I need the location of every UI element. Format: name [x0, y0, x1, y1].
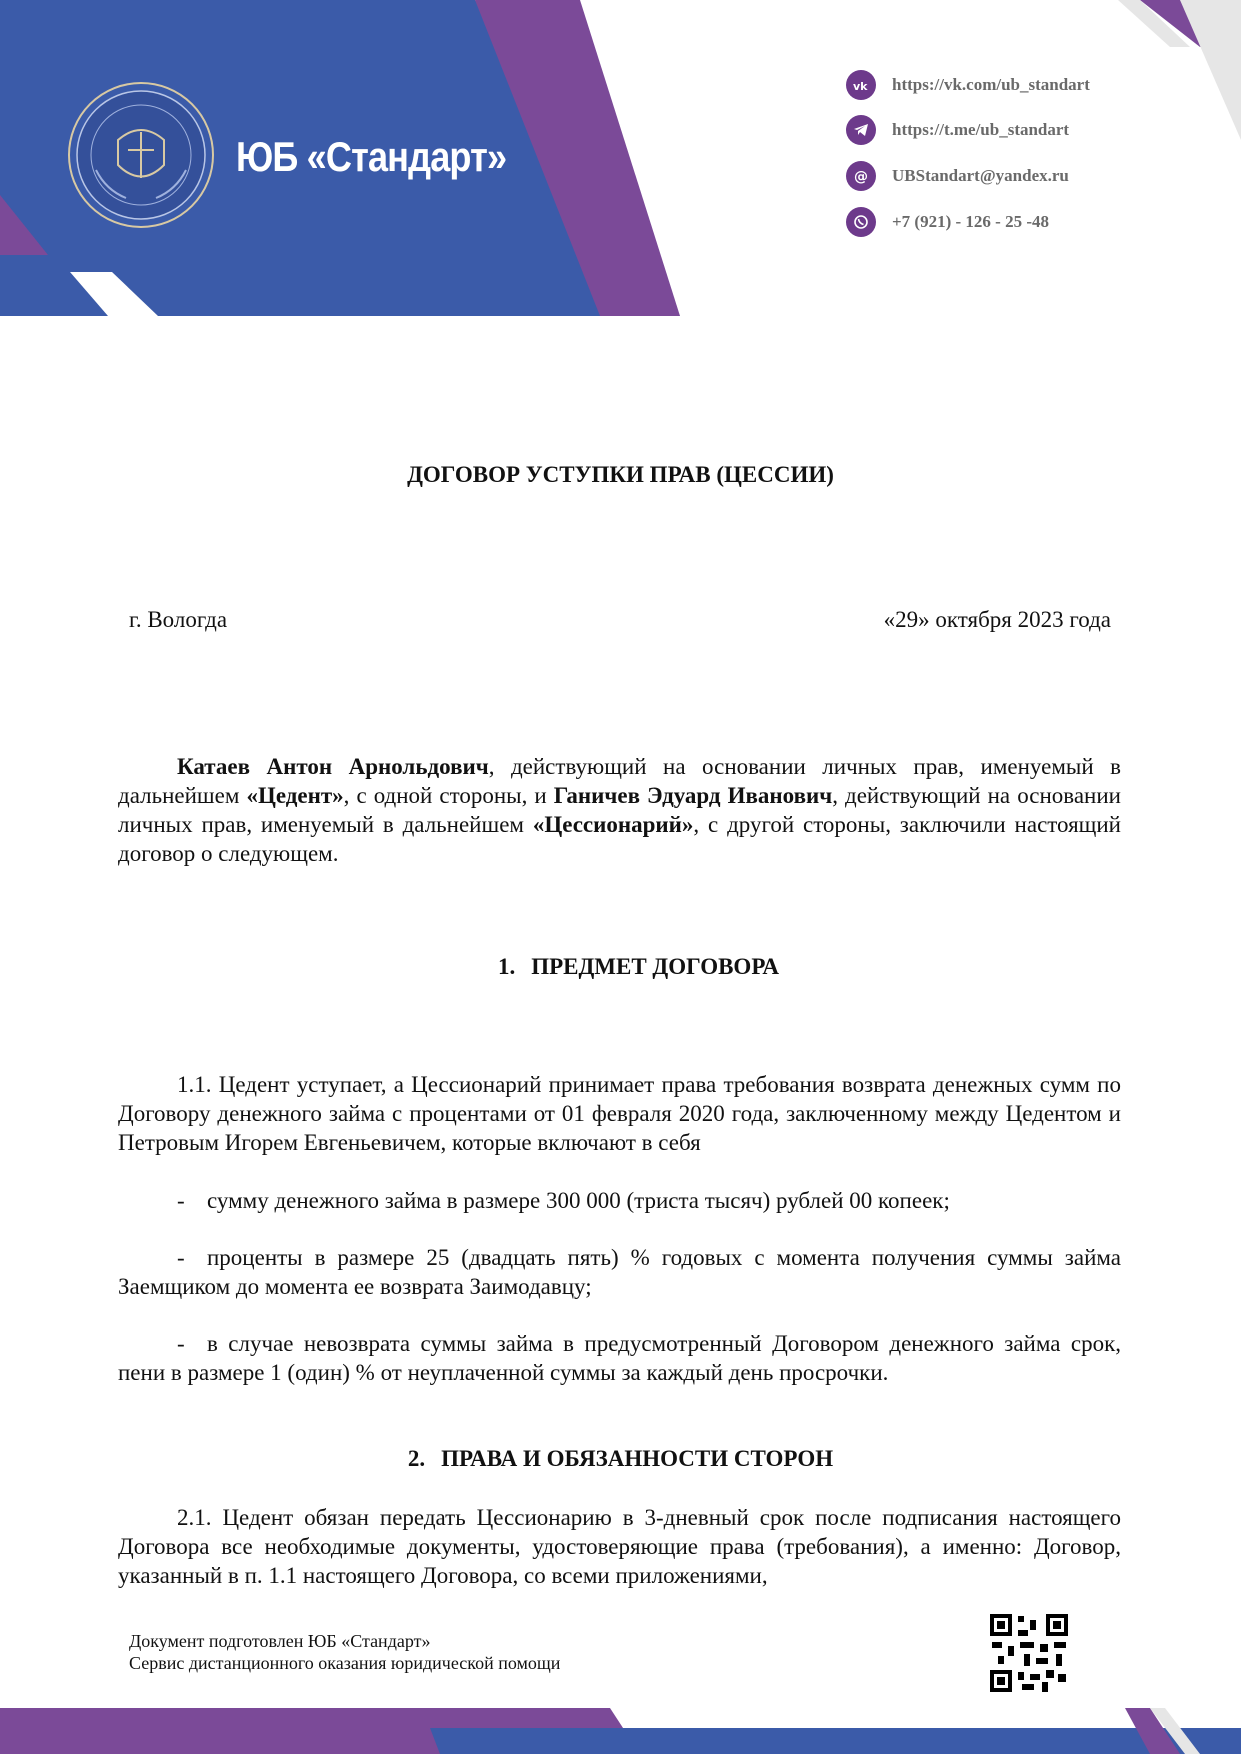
- whatsapp-icon: [846, 207, 876, 237]
- section-2-heading: 2. ПРАВА И ОБЯЗАННОСТИ СТОРОН: [407, 1446, 834, 1471]
- telegram-icon: [846, 115, 876, 145]
- footer-line-2: Сервис дистанционного оказания юридической помощи: [129, 1653, 561, 1673]
- clause-2-1: 2.1. Цедент обязан передать Цессионарию в 3-дневный срок после подписания настоящего Договора все необходимые документы, удостоверяющие права (требования), а именно: Договор, указанный в п. 1.1 настоящего Договора, со всеми приложениями,: [118, 1505, 1121, 1588]
- svg-text:vk: vk: [853, 80, 868, 91]
- footer-banner: [0, 1700, 1241, 1754]
- cessionary-role: «Цессионарий»: [532, 812, 694, 837]
- footer-line-1: Документ подготовлен ЮБ «Стандарт»: [129, 1631, 431, 1651]
- cedent-name: Катаев Антон Арнольдович: [177, 754, 489, 779]
- footer-note: [129, 1630, 560, 1674]
- qr-code-icon[interactable]: [988, 1612, 1070, 1694]
- contact-email-text: UBStandart@yandex.ru: [892, 166, 1069, 185]
- bullet-item: - в случае невозврата суммы займа в предусмотренный Договором денежного займа срок, пени в размере 1 (один) % от неуплаченной суммы за каждый день просрочки.: [118, 1331, 1121, 1385]
- contact-telegram-text: https://t.me/ub_standart: [892, 120, 1070, 139]
- contact-phone-text: +7 (921) - 126 - 25 -48: [892, 212, 1049, 231]
- brand-name: ЮБ «Стандарт»: [236, 133, 507, 180]
- cessionary-name: Ганичев Эдуард Иванович: [553, 783, 833, 808]
- document-title: ДОГОВОР УСТУПКИ ПРАВ (ЦЕССИИ): [407, 462, 834, 487]
- contact-vk[interactable]: [846, 68, 1090, 102]
- cedent-role: «Цедент»: [246, 783, 344, 808]
- logo-emblem-icon: [66, 80, 216, 230]
- vk-icon: [846, 70, 876, 100]
- contact-email[interactable]: [846, 159, 1069, 193]
- bullet-item: - проценты в размере 25 (двадцать пять) % годовых с момента получения суммы займа Заемщиком до момента ее возврата Заимодавцу;: [118, 1245, 1121, 1299]
- contract-place: г. Вологда: [129, 607, 228, 632]
- at-icon: [846, 161, 876, 191]
- contact-vk-text: https://vk.com/ub_standart: [892, 75, 1090, 94]
- contact-phone[interactable]: [846, 205, 1049, 239]
- svg-text:@: @: [854, 169, 868, 184]
- section-1-heading: 1. ПРЕДМЕТ ДОГОВОРА: [497, 954, 780, 979]
- preamble-paragraph: Катаев Антон Арнольдович, действующий на основании личных прав, именуемый в дальнейшем «Цедент», с одной стороны, и Ганичев Эдуард Иванович, действующий на основании личных прав, именуемый в дальнейшем «Цессионарий», с другой стороны, заключили настоящий договор о следующем.: [118, 754, 1121, 866]
- clause-1-1: 1.1. Цедент уступает, а Цессионарий принимает права требования возврата денежных сумм по Договору денежного займа с процентами от 01 февраля 2020 года, заключенному между Цедентом и Петровым Игорем Евгеньевичем, которые включают в себя: [118, 1072, 1121, 1155]
- bullet-item: - сумму денежного займа в размере 300 000 (триста тысяч) рублей 00 копеек;: [177, 1188, 950, 1213]
- contract-date: «29» октября 2023 года: [883, 607, 1111, 632]
- contact-telegram[interactable]: [846, 113, 1069, 147]
